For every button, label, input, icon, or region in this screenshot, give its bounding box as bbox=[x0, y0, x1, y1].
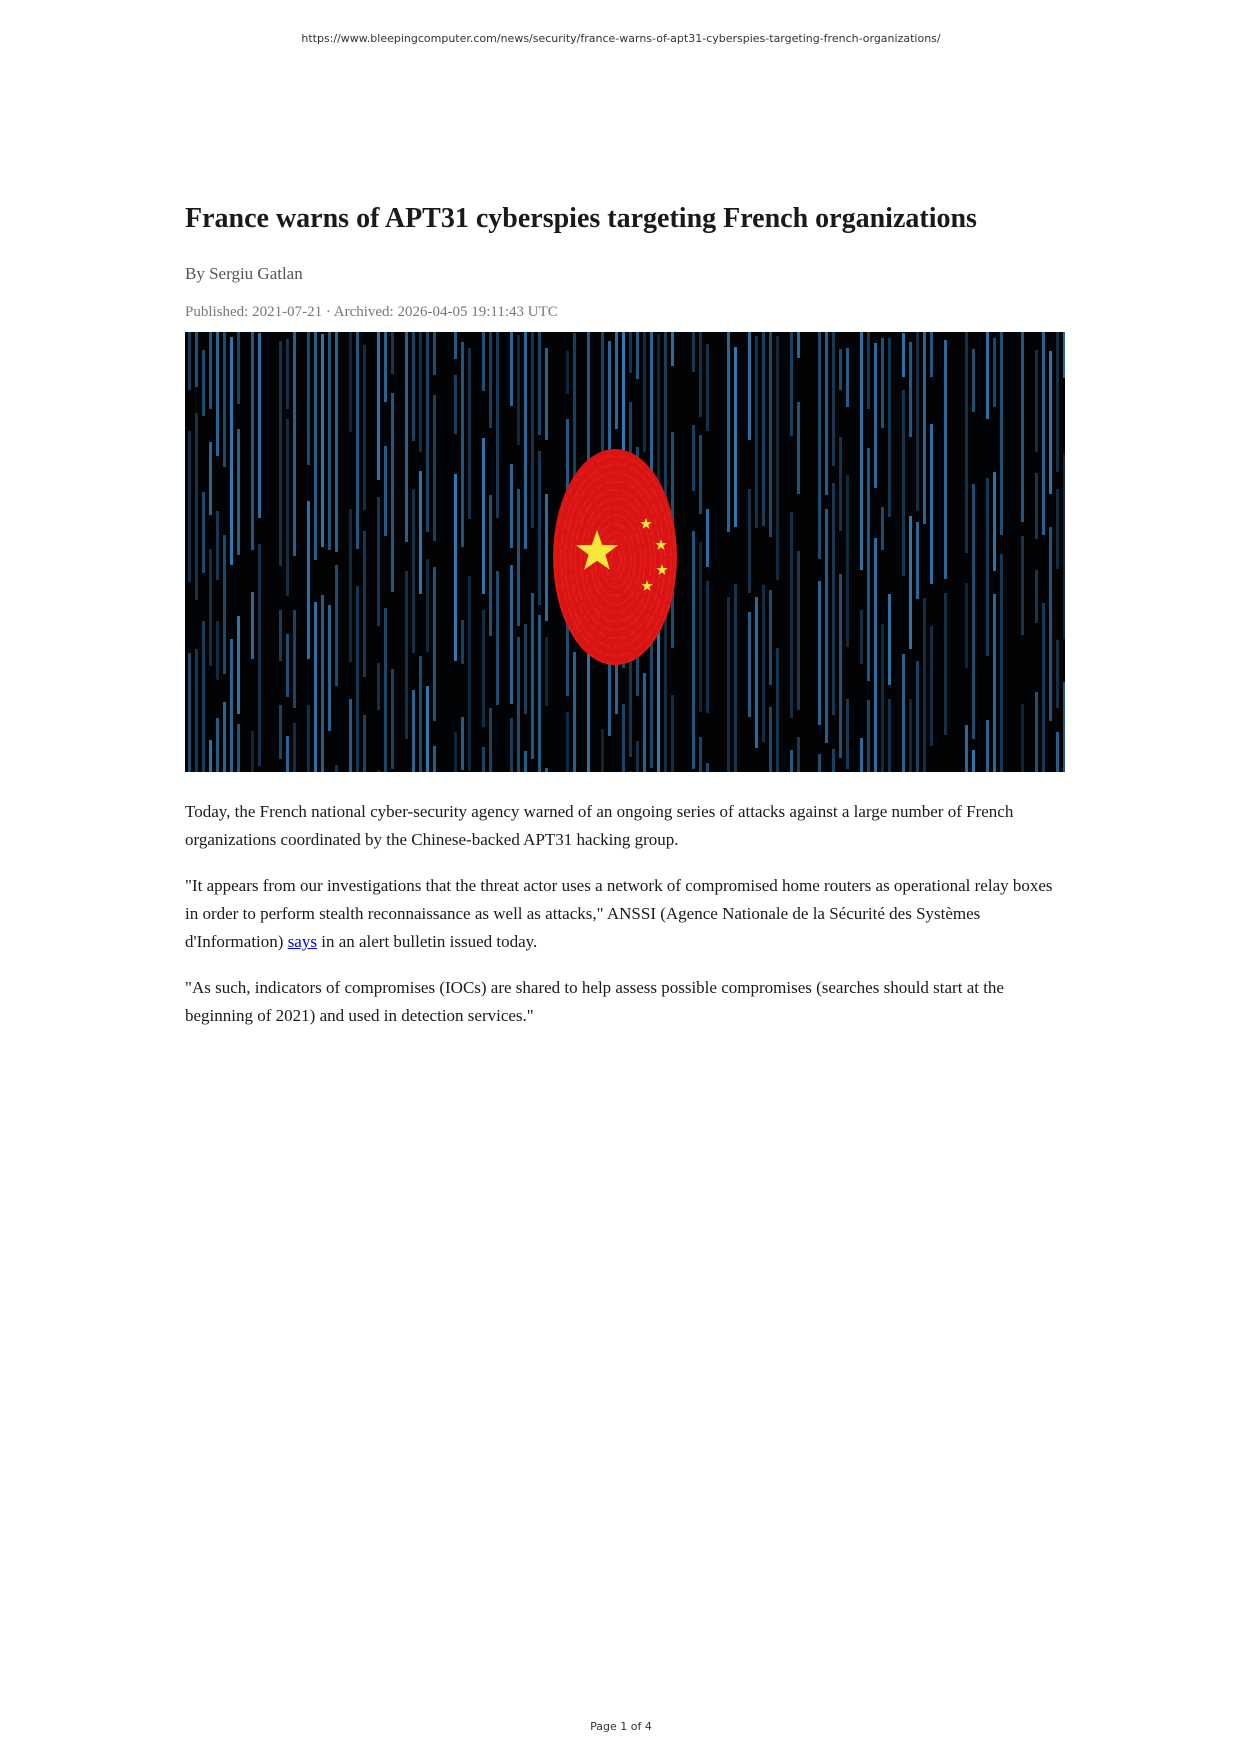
article-body bbox=[185, 798, 1065, 1030]
hero-image bbox=[185, 332, 1065, 772]
paragraph-2 bbox=[185, 872, 1065, 956]
paragraph-2-text-after: in an alert bulletin issued today. bbox=[316, 932, 538, 951]
article-meta: Published: 2021-07-21 · Archived: 2026-04-05 19:11:43 UTC bbox=[185, 304, 558, 320]
paragraph-2-text-before: "It appears from our investigations that the threat actor uses a network of compromised home routers as operational relay boxes in order to perform stealth reconnaissance as well as attacks," ANSSI (Agence Nationale de la Sécurité des Systèmes d'Information) bbox=[185, 876, 1053, 951]
article-title: France warns of APT31 cyberspies targeting French organizations bbox=[185, 203, 977, 234]
page-url-header: https://www.bleepingcomputer.com/news/security/france-warns-of-apt31-cyberspies-targeting-french-organizations/ bbox=[301, 32, 941, 45]
china-flag-fingerprint-matrix-icon bbox=[185, 332, 1065, 772]
article bbox=[185, 198, 1065, 1048]
says-link[interactable]: says bbox=[287, 932, 317, 951]
paragraph-3: "As such, indicators of compromises (IOCs) are shared to help assess possible compromises (searches should start at the beginning of 2021) and used in detection services." bbox=[185, 978, 1004, 1025]
paragraph-1: Today, the French national cyber-security agency warned of an ongoing series of attacks against a large number of French organizations coordinated by the Chinese-backed APT31 hacking group. bbox=[185, 802, 1014, 849]
article-byline: By Sergiu Gatlan bbox=[185, 264, 303, 283]
page-number: Page 1 of 4 bbox=[590, 1720, 652, 1733]
fingerprint-icon bbox=[553, 449, 677, 665]
